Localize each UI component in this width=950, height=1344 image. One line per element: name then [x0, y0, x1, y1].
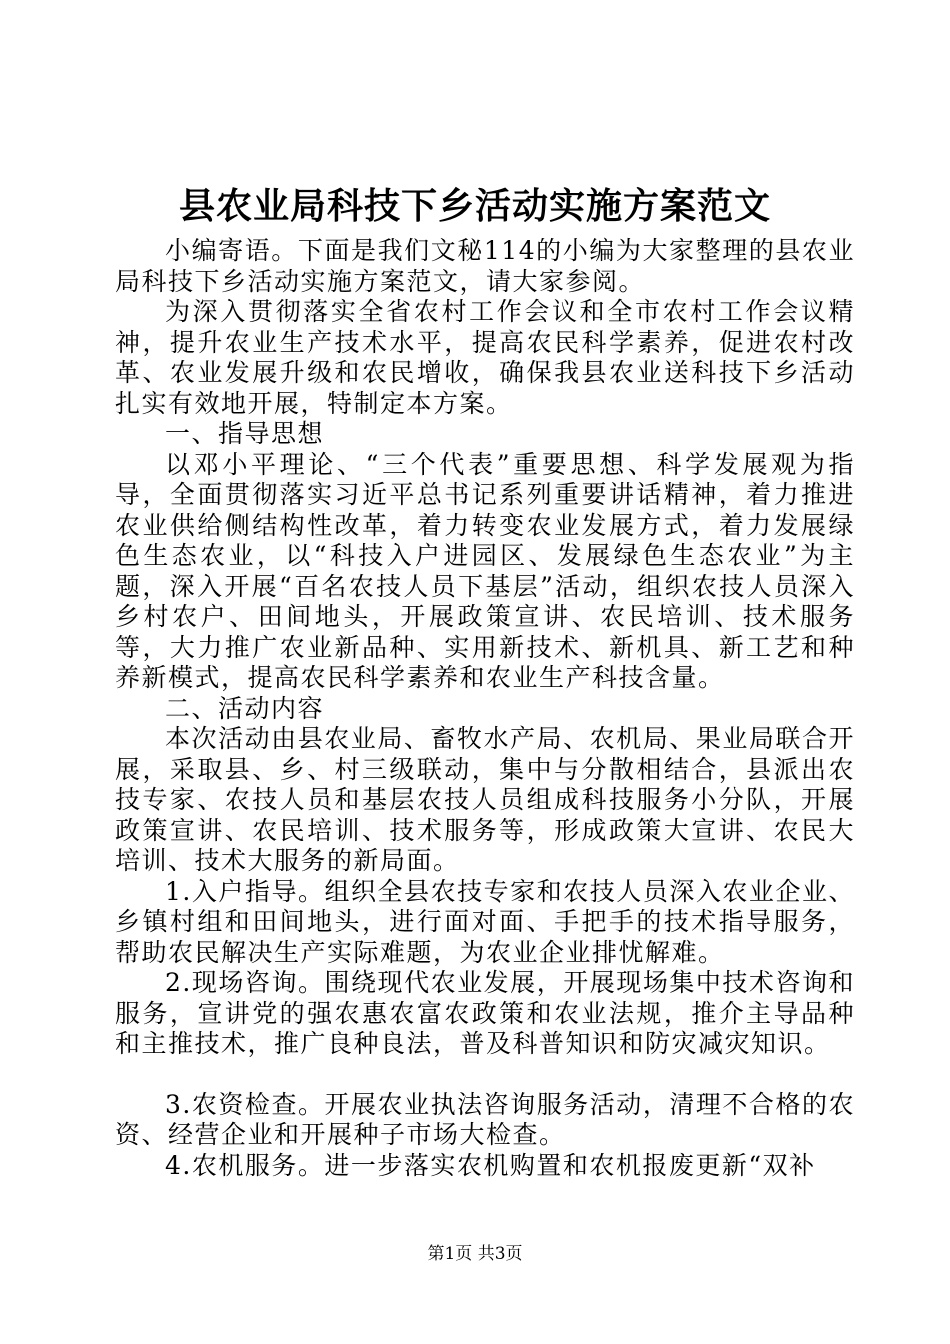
- purpose-paragraph: 为深入贯彻落实全省农村工作会议和全市农村工作会议精神，提升农业生产技术水平，提高农民科学素养，促进农村改革、农业发展升级和农民增收，确保我县农业送科技下乡活动扎实有效地开展，特制定本方案。: [115, 297, 855, 418]
- intro-paragraph: 小编寄语。下面是我们文秘114的小编为大家整理的县农业局科技下乡活动实施方案范文，请大家参阅。: [115, 236, 855, 296]
- section-heading-activity-content: 二、活动内容: [165, 693, 325, 723]
- activity-content-paragraph: 本次活动由县农业局、畜牧水产局、农机局、果业局联合开展，采取县、乡、村三级联动，集中与分散相结合，县派出农技专家、农技人员和基层农技人员组成科技服务小分队，开展政策宣讲、农民培训、技术服务等，形成政策大宣讲、农民大培训、技术大服务的新局面。: [115, 724, 855, 875]
- document-title: 县农业局科技下乡活动实施方案范文: [178, 185, 771, 227]
- page-number-footer: 第1页 共3页: [427, 1244, 523, 1264]
- document-body: [115, 236, 855, 1181]
- item-onsite-consultation: 2.现场咨询。围绕现代农业发展，开展现场集中技术咨询和服务，宣讲党的强农惠农富农政策和农业法规，推介主导品种和主推技术，推广良种良法，普及科普知识和防灾减灾知识。: [115, 968, 855, 1058]
- item-household-guidance: 1.入户指导。组织全县农技专家和农技人员深入农业企业、乡镇村组和田间地头，进行面对面、手把手的技术指导服务，帮助农民解决生产实际难题，为农业企业排忧解难。: [115, 876, 855, 967]
- item-machinery-service: 4.农机服务。进一步落实农机购置和农机报废更新“双补: [165, 1150, 816, 1180]
- guiding-thought-paragraph: 以邓小平理论、“三个代表”重要思想、科学发展观为指导，全面贯彻落实习近平总书记系列重要讲话精神，着力推进农业供给侧结构性改革，着力转变农业发展方式，着力发展绿色生态农业，以“科技入户进园区、发展绿色生态农业”为主题，深入开展“百名农技人员下基层”活动，组织农技人员深入乡村农户、田间地头，开展政策宣讲、农民培训、技术服务等，大力推广农业新品种、实用新技术、新机具、新工艺和种养新模式，提高农民科学素养和农业生产科技含量。: [115, 449, 855, 692]
- item-agri-input-inspection: 3.农资检查。开展农业执法咨询服务活动，清理不合格的农资、经营企业和开展种子市场大检查。: [115, 1089, 855, 1149]
- section-heading-guiding-thought: 一、指导思想: [165, 419, 325, 448]
